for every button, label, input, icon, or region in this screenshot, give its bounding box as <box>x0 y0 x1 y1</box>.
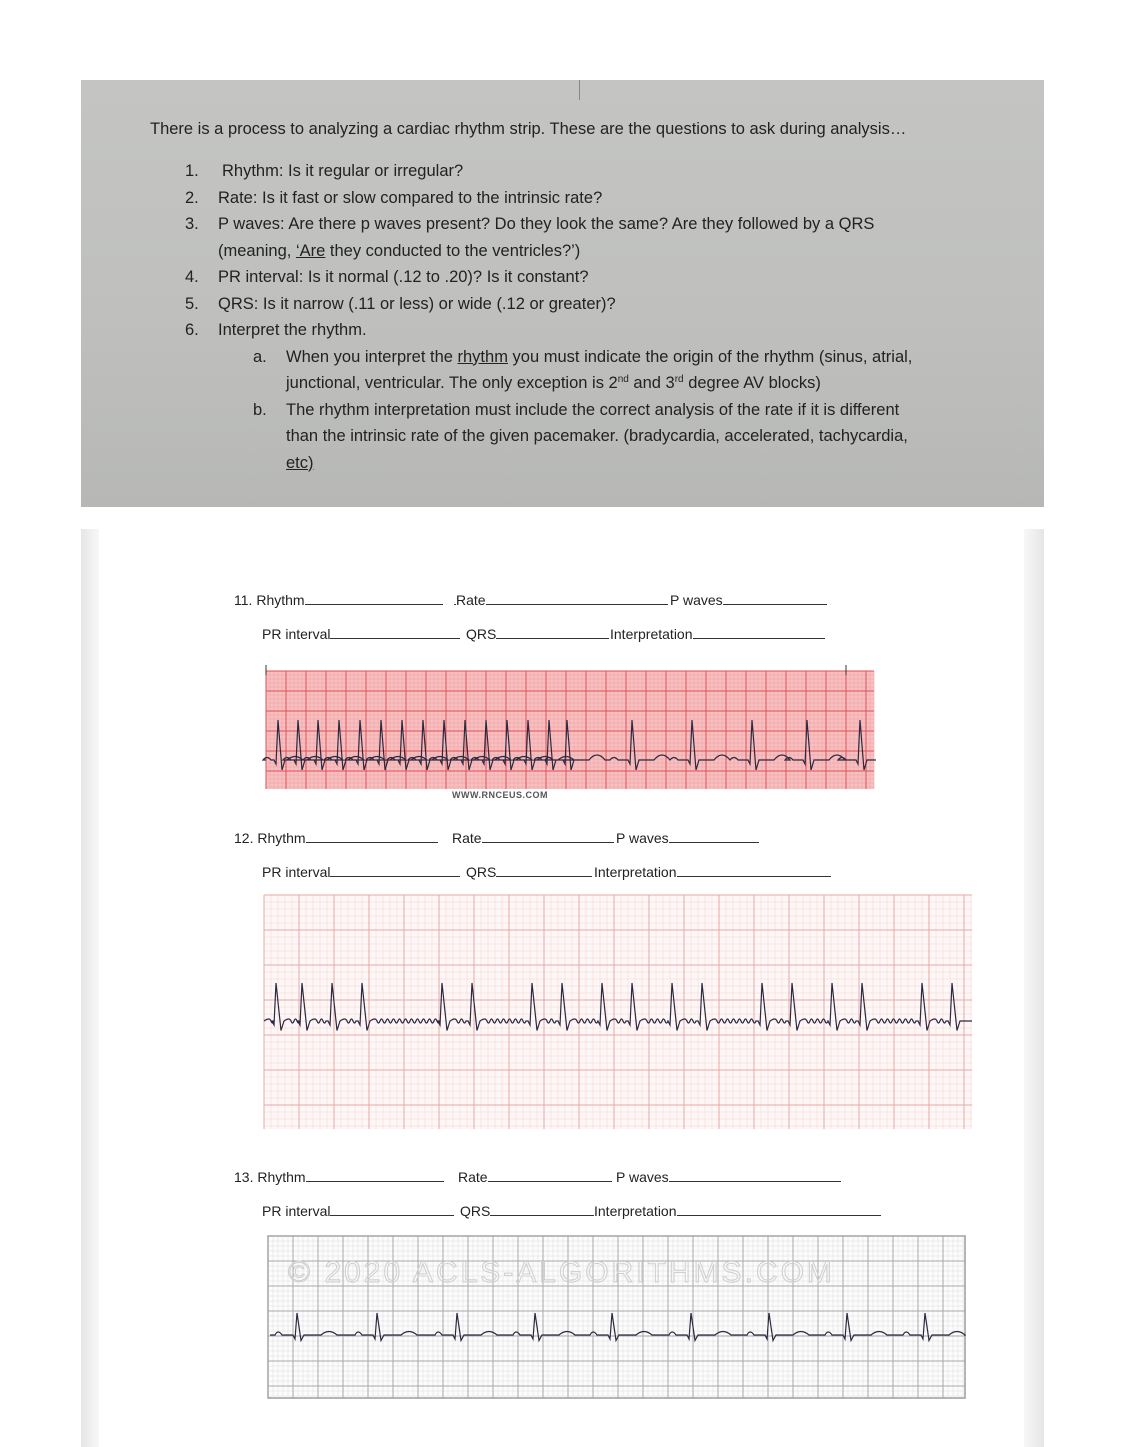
strip-13-pwaves-label: P waves <box>616 1169 841 1185</box>
strip-13-watermark: © 2020 ACLS-ALGORITHMS.COM <box>288 1256 835 1289</box>
strip-11-rate-label: Rate <box>454 592 668 608</box>
strip-12-rate-label: Rate <box>452 830 614 846</box>
strip-13-pr-label: PR interval <box>262 1203 454 1219</box>
sub-item: b. The rhythm interpretation must include the correct analysis of the rate if it is different than the intrinsic rate of the given pacemaker. (bradycardia, accelerated, tachycardia, etc) <box>253 400 908 472</box>
strip-12-pwaves-label: P waves <box>616 830 759 846</box>
list-item: 2. Rate: Is it fast or slow compared to the intrinsic rate? <box>185 188 603 207</box>
strip-11-ecg <box>262 665 876 805</box>
list-item: 5. QRS: Is it narrow (.11 or less) or wide (.12 or greater)? <box>185 294 616 313</box>
strip-11-rhythm-label: 11. Rhythm <box>234 592 443 608</box>
strip-12-rhythm-label: 12. Rhythm <box>234 830 438 846</box>
instructions-photo <box>81 80 1044 507</box>
strip-11-interpretation-label: Interpretation <box>610 626 825 642</box>
strip-12-ecg <box>258 893 974 1131</box>
strip-13-rate-label: Rate <box>458 1169 612 1185</box>
photo-mark <box>579 80 580 100</box>
strip-11-pwaves-label: P waves <box>670 592 827 608</box>
strip-12-pr-label: PR interval <box>262 864 460 880</box>
strip-12-qrs-label: QRS <box>466 864 592 880</box>
list-item: 6. Interpret the rhythm. <box>185 321 367 339</box>
question-list <box>185 158 1025 476</box>
strip-13-qrs-label: QRS <box>460 1203 594 1219</box>
strip-12-interpretation-label: Interpretation <box>594 864 831 880</box>
strip-11-qrs-label: QRS <box>466 626 609 642</box>
list-item: 3. P waves: Are there p waves present? Do they look the same? Are they followed by a QRS (meaning, ‘Are they conducted to the ventricles?’) <box>185 215 875 260</box>
strip-11-pr-label: PR interval <box>262 626 460 642</box>
list-item: 4. PR interval: Is it normal (.12 to .20)? Is it constant? <box>185 268 589 286</box>
sub-item: a. When you interpret the rhythm you must indicate the origin of the rhythm (sinus, atrial, junctional, ventricular. The only exception is 2nd and 3rd degree AV blocks) <box>253 347 913 392</box>
strip-13-rhythm-label: 13. Rhythm <box>234 1169 444 1185</box>
strip-11-watermark: WWW.RNCEUS.COM <box>452 790 548 800</box>
list-item: 1. Rhythm: Is it regular or irregular? <box>185 162 464 180</box>
intro-text: There is a process to analyzing a cardiac rhythm strip. These are the questions to ask during analysis… <box>150 120 907 138</box>
strip-13-interpretation-label: Interpretation <box>594 1203 881 1219</box>
